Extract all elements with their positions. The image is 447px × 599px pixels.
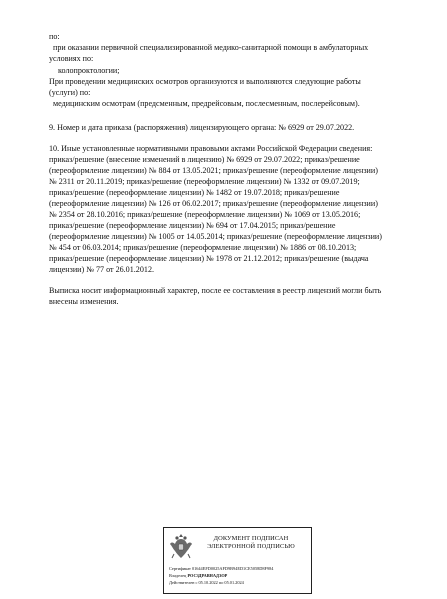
coat-of-arms-icon [169,532,193,560]
text-line: медицинским осмотрам (предсменным, предрейсовым, послесменным, послерейсовым). [53,99,360,108]
owner-label: Владелец [169,573,187,578]
text-line: (услуги) по: [49,88,91,97]
electronic-signature-stamp [163,527,312,594]
order-number-paragraph: 9. Номер и дата приказа (распоряжения) лицензирующего органа: № 6929 от 29.07.2022. [49,123,355,132]
text-line: колопроктологии; [58,66,120,75]
text-line: приказ/решение (внесение изменений в лицензию) № 6929 от 29.07.2022; приказ/решение [49,155,360,164]
text-line: № 454 от 06.03.2014; приказ/решение (переоформление лицензии) № 1886 от 08.10.2013; [49,243,357,252]
text-line: приказ/решение (переоформление лицензии) № 1482 от 19.07.2018; приказ/решение [49,188,340,197]
text-line: № 2311 от 20.11.2019; приказ/решение (переоформление лицензии) № 1332 от 09.07.2019; [49,177,360,186]
stamp-title-line: ДОКУМЕНТ ПОДПИСАН [213,535,289,542]
text-line: по: [49,32,60,41]
text-line: 10. Иные установленные нормативными правовыми актами Российской Федерации сведения: [49,144,373,153]
text-line: приказ/решение (переоформление лицензии) № 694 от 17.04.2015; приказ/решение [49,221,336,230]
stamp-title [194,535,308,551]
text-line: при оказании первичной специализированной медико-санитарной помощи в амбулаторных [53,43,369,52]
text-line: приказ/решение (переоформление лицензии) № 1978 от 21.12.2012; приказ/решение (выдача [49,254,369,263]
validity-line: Действителен с 05.10.2022 по 05.01.2024 [169,580,244,585]
text-line: (переоформление лицензии) № 126 от 06.02.2017; приказ/решение (переоформление лицензии) [49,199,378,208]
text-line: внесены изменения. [49,297,119,306]
text-line: (переоформление лицензии) № 884 от 13.05.2021; приказ/решение (переоформление лицензии) [49,166,378,175]
text-line: условиях по: [49,54,94,63]
text-line: Выписка носит информационный характер, после ее составления в реестр лицензий могли быть [49,286,382,295]
owner-value: РОСЗДРАВНАДЗОР [187,573,228,578]
stamp-title-line: ЭЛЕКТРОННОЙ ПОДПИСЬЮ [207,543,295,550]
owner-line [169,573,227,579]
certificate-line [169,566,273,572]
text-line: № 2354 от 28.10.2016; приказ/решение (переоформление лицензии) № 1069 от 13.05.2016; [49,210,361,219]
certificate-value: 01644EFD0025AFD9B94ED1CE5058D8F984 [191,566,274,571]
text-line: (переоформление лицензии) № 1005 от 14.05.2014; приказ/решение (переоформление лицензии) [49,232,382,241]
certificate-label: Сертификат [169,566,191,571]
text-line: лицензии) № 77 от 26.01.2012. [49,265,155,274]
text-line: При проведении медицинских осмотров организуются и выполняются следующие работы [49,77,361,86]
